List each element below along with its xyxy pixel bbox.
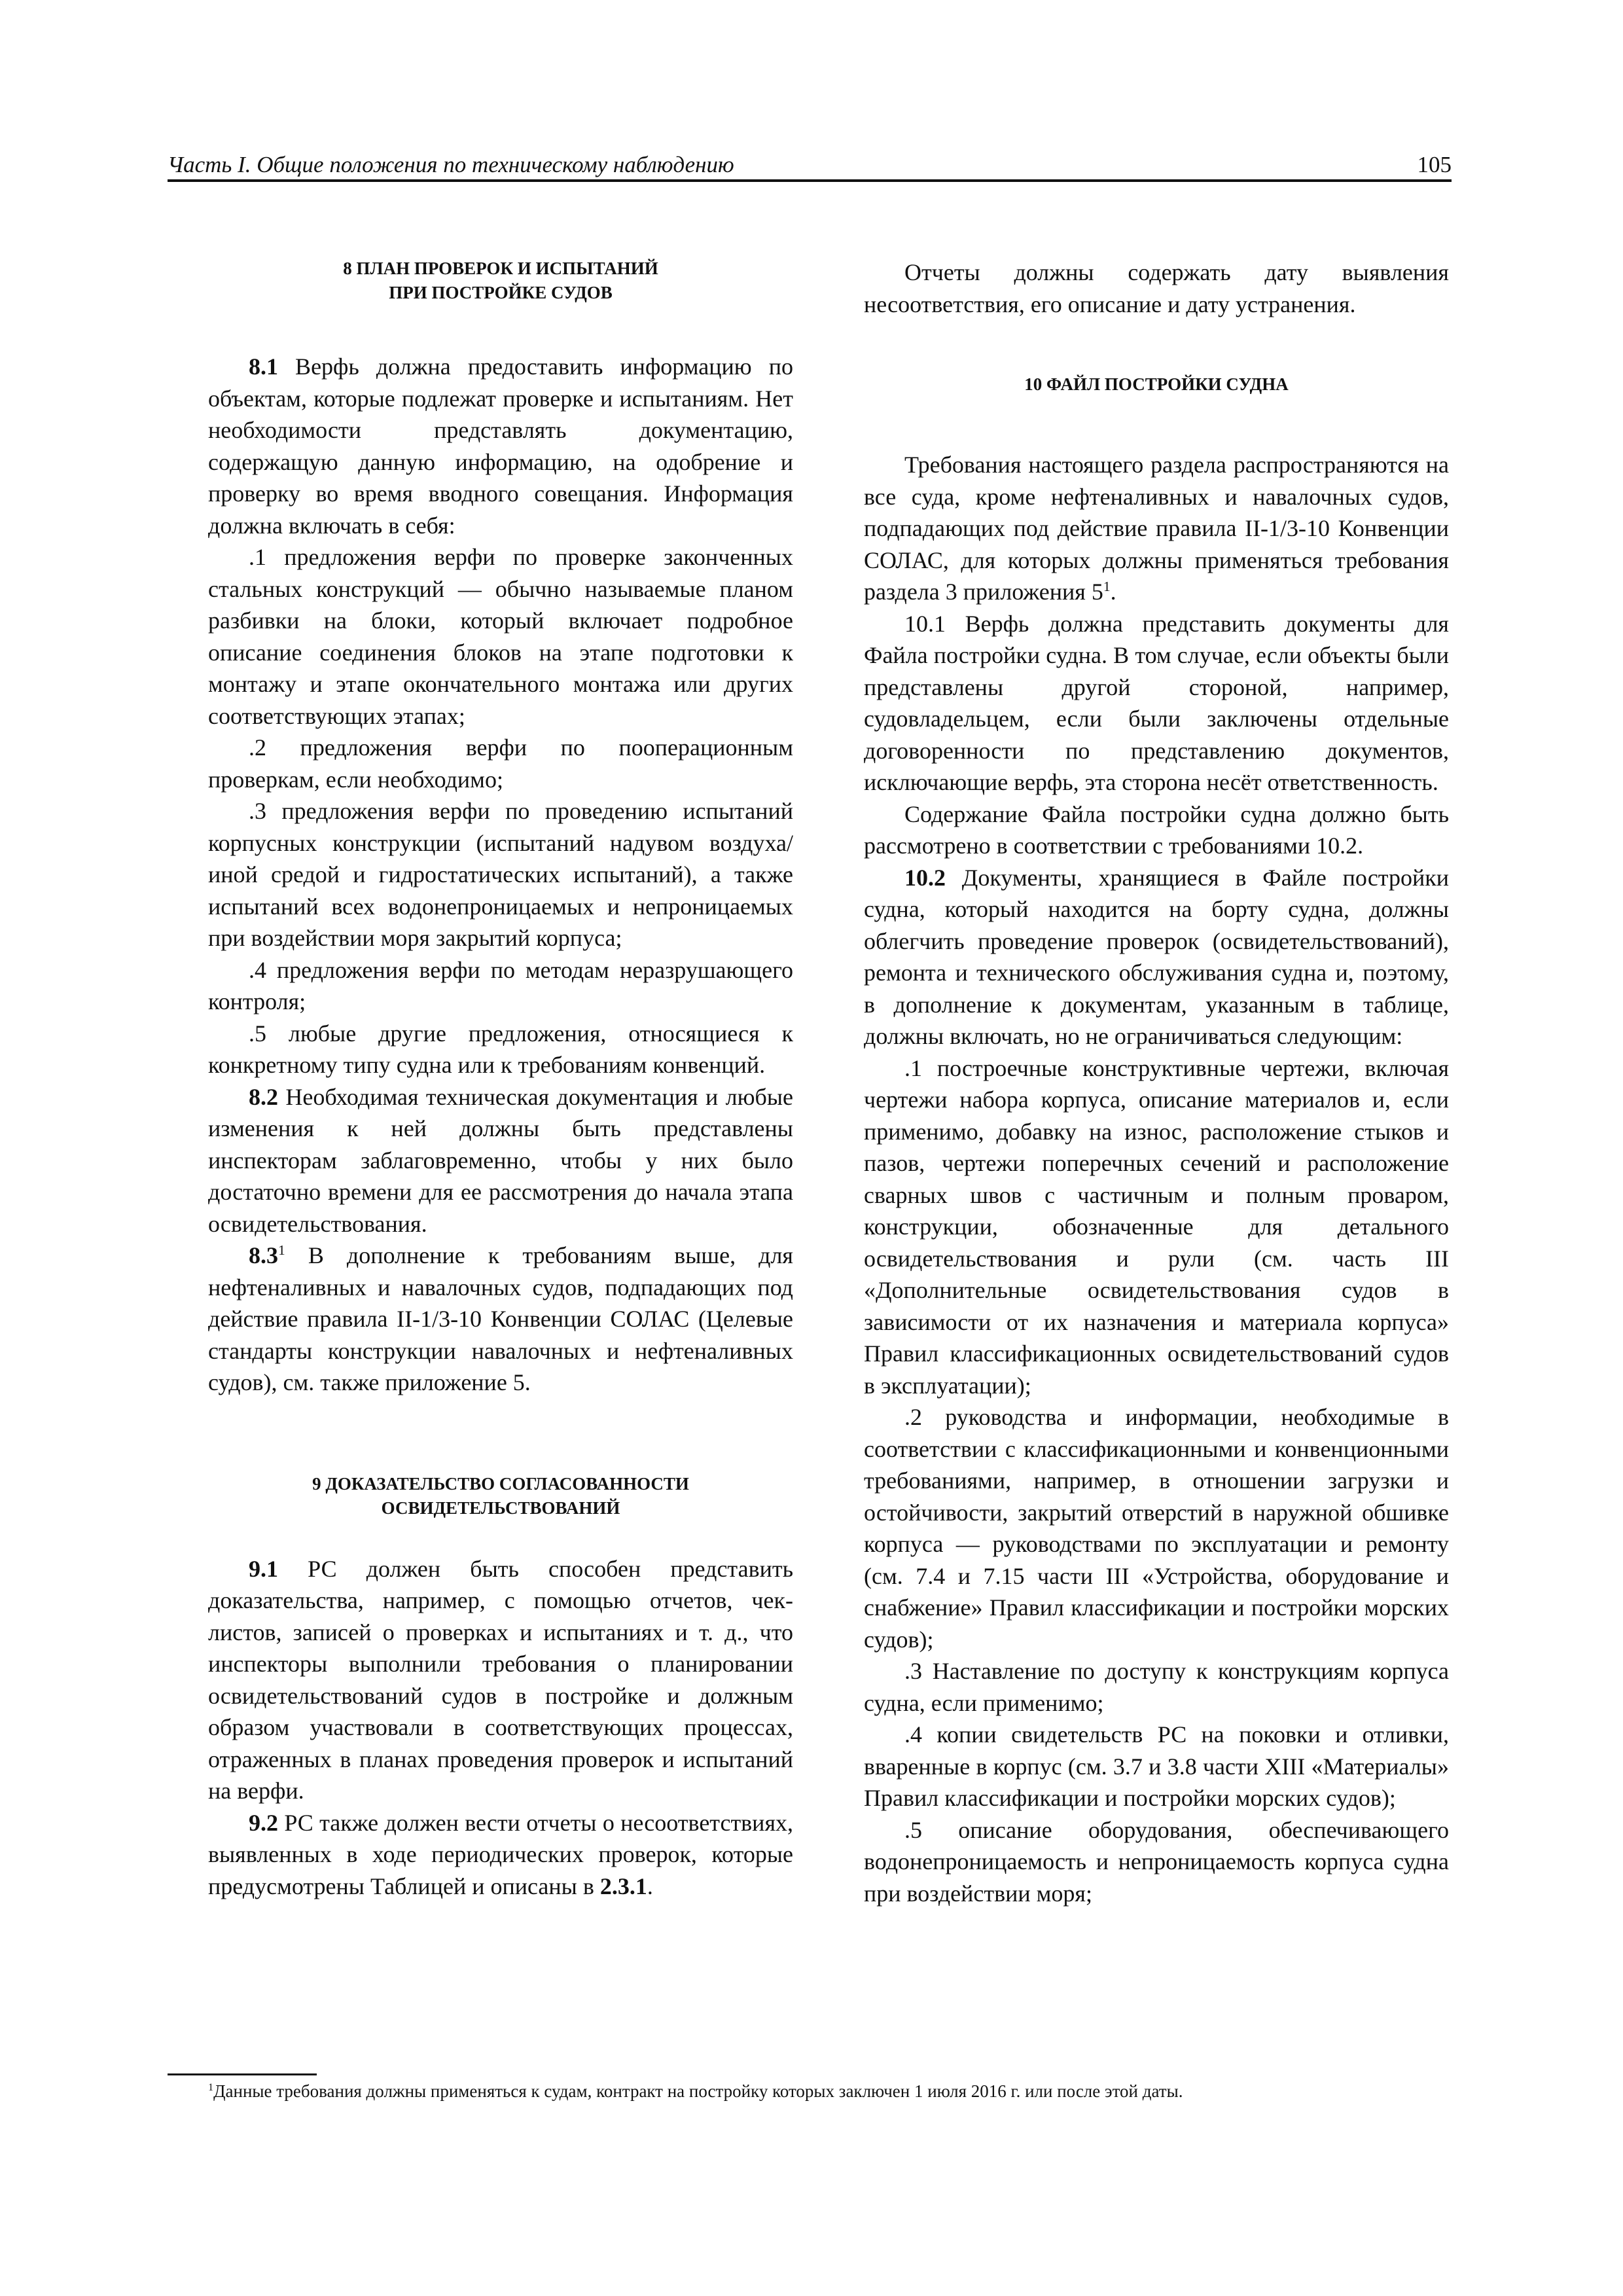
list-item-10-2-4: .4 копии свидетельств РС на поковки и отливки, вваренные в корпус (см. 3.7 и 3.8 части XIII «Материалы» Правил классификации и постройки морских судов); — [864, 1721, 1449, 1811]
paragraph-8-1 — [208, 351, 793, 541]
footnote-rule — [168, 2073, 317, 2075]
footnote-marker: 1 — [1103, 579, 1111, 594]
cross-reference: 2.3.1 — [599, 1873, 647, 1899]
paragraph-text: Документы, хранящиеся в Файле постройки судна, который находится на борту судна, должны облегчить проведение проверок (освидетельствований), ремонта и технического обслуживания судна и, поэтому, в дополнение к документам, указанным в таблице, должны включать, но не ограничиваться следующим: — [864, 864, 1449, 1049]
paragraph-10-intro — [864, 449, 1449, 608]
footnote — [208, 2079, 1452, 2104]
list-item-8-1-2: .2 предложения верфи по пооперационным проверкам, если необходимо; — [208, 734, 793, 793]
paragraph-text: Верфь должна предоставить информацию по объектам, которые подлежат проверке и испытаниям. Нет необходимости представлять документацию, содержащую данную информацию, на одобрение и проверку во время вводного совещания. Информация должна включать в себя: — [208, 353, 793, 539]
paragraph-8-2 — [208, 1081, 793, 1240]
paragraph-text-end: . — [647, 1873, 653, 1899]
list-item-8-1-5: .5 любые другие предложения, относящиеся к конкретному типу судна или к требованиям конвенций. — [208, 1020, 793, 1078]
paragraph-number: 8.1 — [249, 353, 278, 380]
footnote-marker: 1 — [278, 1242, 285, 1258]
section-9-heading-line-2: ОСВИДЕТЕЛЬСТВОВАНИЙ — [381, 1498, 620, 1518]
footnote-marker: 1 — [208, 2081, 214, 2093]
paragraph-9-2 — [208, 1807, 793, 1903]
page-number: 105 — [1417, 152, 1452, 177]
left-column — [208, 257, 793, 1902]
paragraph-text: В дополнение к требованиям выше, для нефтеналивных и навалочных судов, подпадающих под действие правила II-1/3-10 Конвенции СОЛАС (Целевые стандарты конструкции навалочных и нефтеналивных судов), см. также приложение 5. — [208, 1242, 793, 1395]
paragraph-text: РС должен быть способен представить доказательства, например, с помощью отчетов, чек-листов, записей о проверках и испытаниях и т. д., что инспекторы выполнили требования о планировании освидетельствований судов в постройке и должным образом участвовали в соответствующих процессах, отраженных в планах проведения проверок и испытаний на верфи. — [208, 1555, 793, 1804]
paragraph-number: 9.1 — [249, 1555, 278, 1582]
list-item-8-1-3: .3 предложения верфи по проведению испытаний корпусных конструкции (испытаний надувом воздуха/иной средой и гидростатических испытаний), а также испытаний всех водонепроницаемых и непроницаемых при воздействии моря закрытий корпуса; — [208, 798, 793, 951]
paragraph-9-2-continued: Отчеты должны содержать дату выявления несоответствия, его описание и дату устранения. — [864, 259, 1449, 317]
list-item-10-2-1: .1 построечные конструктивные чертежи, включая чертежи набора корпуса, описание материалов и, если применимо, добавку на износ, расположение стыков и пазов, чертежи поперечных сечений и расположение сварных швов с частичным и полным проваром, конструкции, обозначенные для детального освидетельствования и рули (см. часть III «Дополнительные освидетельствования судов в зависимости от их назначения и материала корпуса» Правил классификационных освидетельствований судов в эксплуатации); — [864, 1054, 1449, 1399]
paragraph-10-1: 10.1 Верфь должна представить документы для Файла постройки судна. В том случае, если объекты были представлены другой стороной, например, судовладельцем, если были заключены отдельные договоренности по представлению документов, исключающие верфь, эта сторона несёт ответственность. — [864, 610, 1449, 795]
list-item-8-1-1: .1 предложения верфи по проверке законченных стальных конструкций — обычно называемые планом разбивки на блоки, который включает подробное описание соединения блоков на этапе подготовки к монтажу и этапе окончательного монтажа или других соответствующих этапах; — [208, 544, 793, 729]
paragraph-text: Необходимая техническая документация и любые изменения к ней должны быть представлены инспекторам заблаговременно, чтобы у них было достаточно времени для ее рассмотрения до начала этапа освидетельствования. — [208, 1083, 793, 1237]
paragraph-number: 10.2 — [904, 864, 946, 891]
list-item-10-2-3: .3 Наставление по доступу к конструкциям корпуса судна, если применимо; — [864, 1658, 1449, 1716]
list-item-8-1-4: .4 предложения верфи по методам неразрушающего контроля; — [208, 956, 793, 1014]
paragraph-number: 8.2 — [249, 1083, 278, 1110]
paragraph-text: Требования настоящего раздела распространяются на все суда, кроме нефтеналивных и навалочных судов, подпадающих под действие правила II-1/3-10 Конвенции СОЛАС, для которых должны применяться требования раздела 3 приложения 5 — [864, 452, 1449, 605]
paragraph-text: РС также должен вести отчеты о несоответствиях, выявленных в ходе периодических проверок, которые предусмотрены Таблицей и описаны в — [208, 1809, 793, 1899]
section-8-heading-line-2: ПРИ ПОСТРОЙКЕ СУДОВ — [389, 283, 613, 302]
paragraph-9-1 — [208, 1553, 793, 1807]
footnote-text: Данные требования должны применяться к судам, контракт на постройку которых заключен 1 июля 2016 г. или после этой даты. — [213, 2081, 1183, 2101]
paragraph-10-2 — [864, 862, 1449, 1052]
section-10-heading: 10 ФАЙЛ ПОСТРОЙКИ СУДНА — [1024, 374, 1289, 394]
paragraph-8-3 — [208, 1240, 793, 1399]
list-item-10-2-2: .2 руководства и информации, необходимые в соответствии с классификационными и конвенционными требованиями, например, в отношении загрузки и остойчивости, закрытий отверстий в наружной обшивке корпуса — руководствами по эксплуатации и ремонту (см. 7.4 и 7.15 части III «Устройства, оборудование и снабжение» Правил классификации и постройки морских судов); — [864, 1404, 1449, 1653]
section-8-heading — [208, 257, 793, 305]
paragraph-number: 9.2 — [249, 1809, 278, 1836]
running-title: Часть I. Общие положения по техническому наблюдению — [168, 152, 734, 177]
list-item-10-2-5: .5 описание оборудования, обеспечивающего водонепроницаемость и непроницаемость корпуса судна при воздействии моря; — [864, 1816, 1449, 1907]
paragraph-10-1-b: Содержание Файла постройки судна должно быть рассмотрено в соответствии с требованиями 10.2. — [864, 800, 1449, 859]
paragraph-text-end: . — [1110, 579, 1116, 605]
section-8-heading-line-1: 8 ПЛАН ПРОВЕРОК И ИСПЫТАНИЙ — [343, 259, 658, 278]
page-header — [168, 149, 1452, 181]
right-column — [864, 257, 1449, 1909]
header-rule — [168, 179, 1452, 182]
section-9-heading-line-1: 9 ДОКАЗАТЕЛЬСТВО СОГЛАСОВАННОСТИ — [312, 1473, 689, 1494]
section-9-heading — [208, 1472, 793, 1520]
paragraph-number: 8.3 — [249, 1242, 278, 1268]
